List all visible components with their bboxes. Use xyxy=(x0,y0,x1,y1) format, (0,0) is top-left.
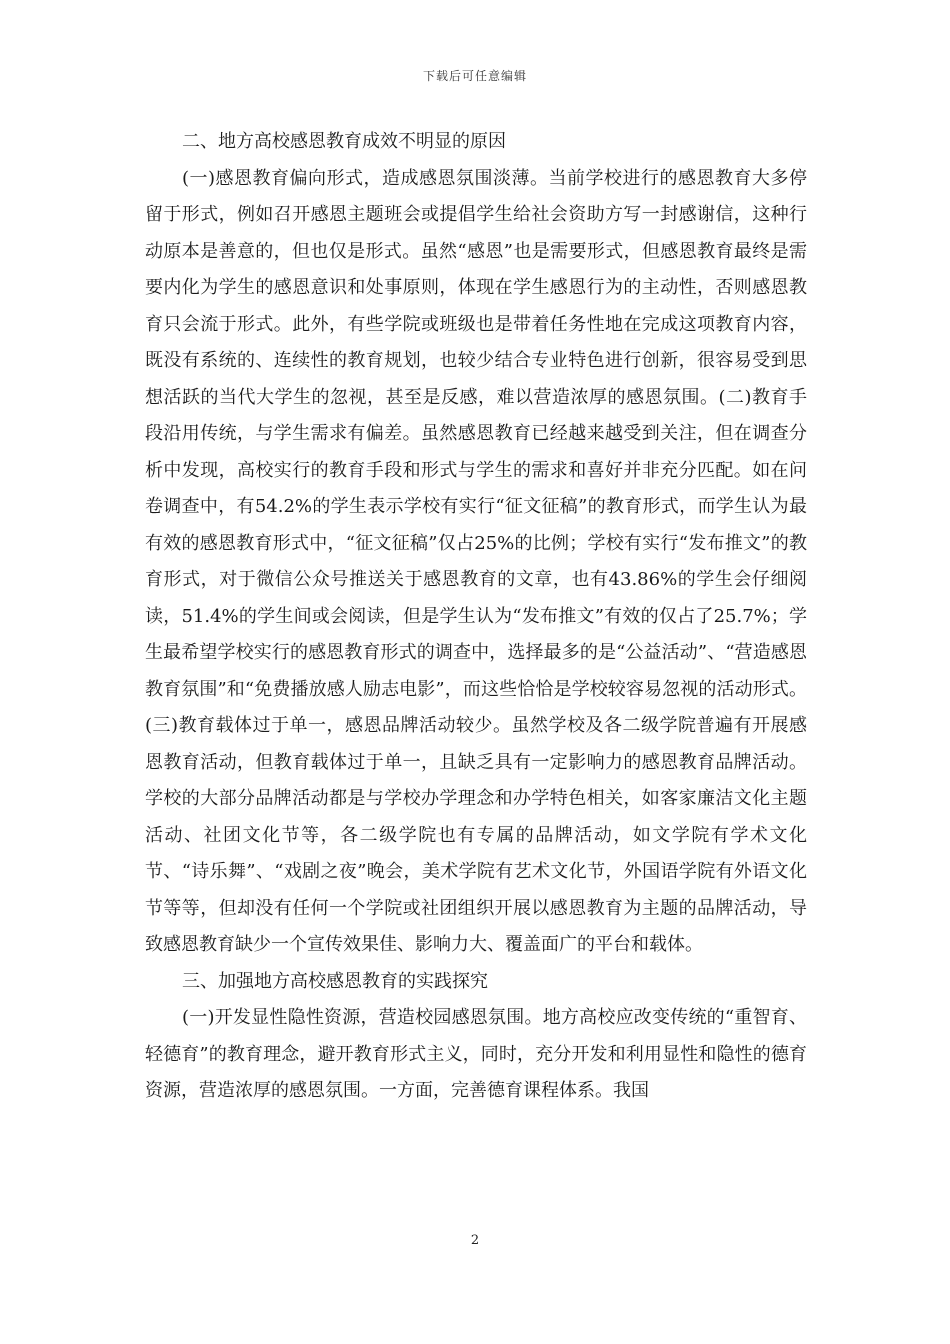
page-number: 2 xyxy=(470,1233,480,1248)
section-heading-2: 二、地方高校感恩教育成效不明显的原因 xyxy=(182,131,506,152)
page-header-note: 下载后可任意编辑 xyxy=(422,69,527,83)
document-body xyxy=(145,124,807,1110)
body-paragraph-2: (一)感恩教育偏向形式，造成感恩氛围淡薄。当前学校进行的感恩教育大多停留于形式，例如召开感恩主题班会或提倡学生给社会资助方写一封感谢信，这种行动原本是善意的，但也仅是形式。虽然“感恩”也是需要形式，但感恩教育最终是需要内化为学生的感恩意识和处事原则，体现在学生感恩行为的主动性，否则感恩教育只会流于形式。此外，有些学院或班级也是带着任务性地在完成这项教育内容，既没有系统的、连续性的教育规划，也较少结合专业特色进行创新，很容易受到思想活跃的当代大学生的忽视，甚至是反感，难以营造浓厚的感恩氛围。(二)教育手段沿用传统，与学生需求有偏差。虽然感恩教育已经越来越受到关注，但在调查分析中发现，高校实行的教育手段和形式与学生的需求和喜好并非充分匹配。如在问卷调查中，有54.2%的学生表示学校有实行“征文征稿”的教育形式，而学生认为最有效的感恩教育形式中，“征文征稿”仅占25%的比例；学校有实行“发布推文”的教育形式，对于微信公众号推送关于感恩教育的文章，也有43.86%的学生会仔细阅读，51.4%的学生间或会阅读，但是学生认为“发布推文”有效的仅占了25.7%；学生最希望学校实行的感恩教育形式的调查中，选择最多的是“公益活动”、“营造感恩教育氛围”和“免费播放感人励志电影”，而这些恰恰是学校较容易忽视的活动形式。(三)教育载体过于单一，感恩品牌活动较少。虽然学校及各二级学院普遍有开展感恩教育活动，但教育载体过于单一，且缺乏具有一定影响力的感恩教育品牌活动。学校的大部分品牌活动都是与学校办学理念和办学特色相关，如客家廉洁文化主题活动、社团文化节等，各二级学院也有专属的品牌活动，如文学院有学术文化节、“诗乐舞”、“戏剧之夜”晚会，美术学院有艺术文化节，外国语学院有外语文化节等等，但却没有任何一个学院或社团组织开展以感恩教育为主题的品牌活动，导致感恩教育缺少一个宣传效果佳、影响力大、覆盖面广的平台和载体。 xyxy=(145,167,807,955)
section-heading-3: 三、加强地方高校感恩教育的实践探究 xyxy=(182,970,488,992)
body-paragraph-3: (一)开发显性隐性资源，营造校园感恩氛围。地方高校应改变传统的“重智育、轻德育”的教育理念，避开教育形式主义，同时，充分开发和利用显性和隐性的德育资源，营造浓厚的感恩氛围。一方面，完善德育课程体系。我国 xyxy=(145,1007,807,1101)
